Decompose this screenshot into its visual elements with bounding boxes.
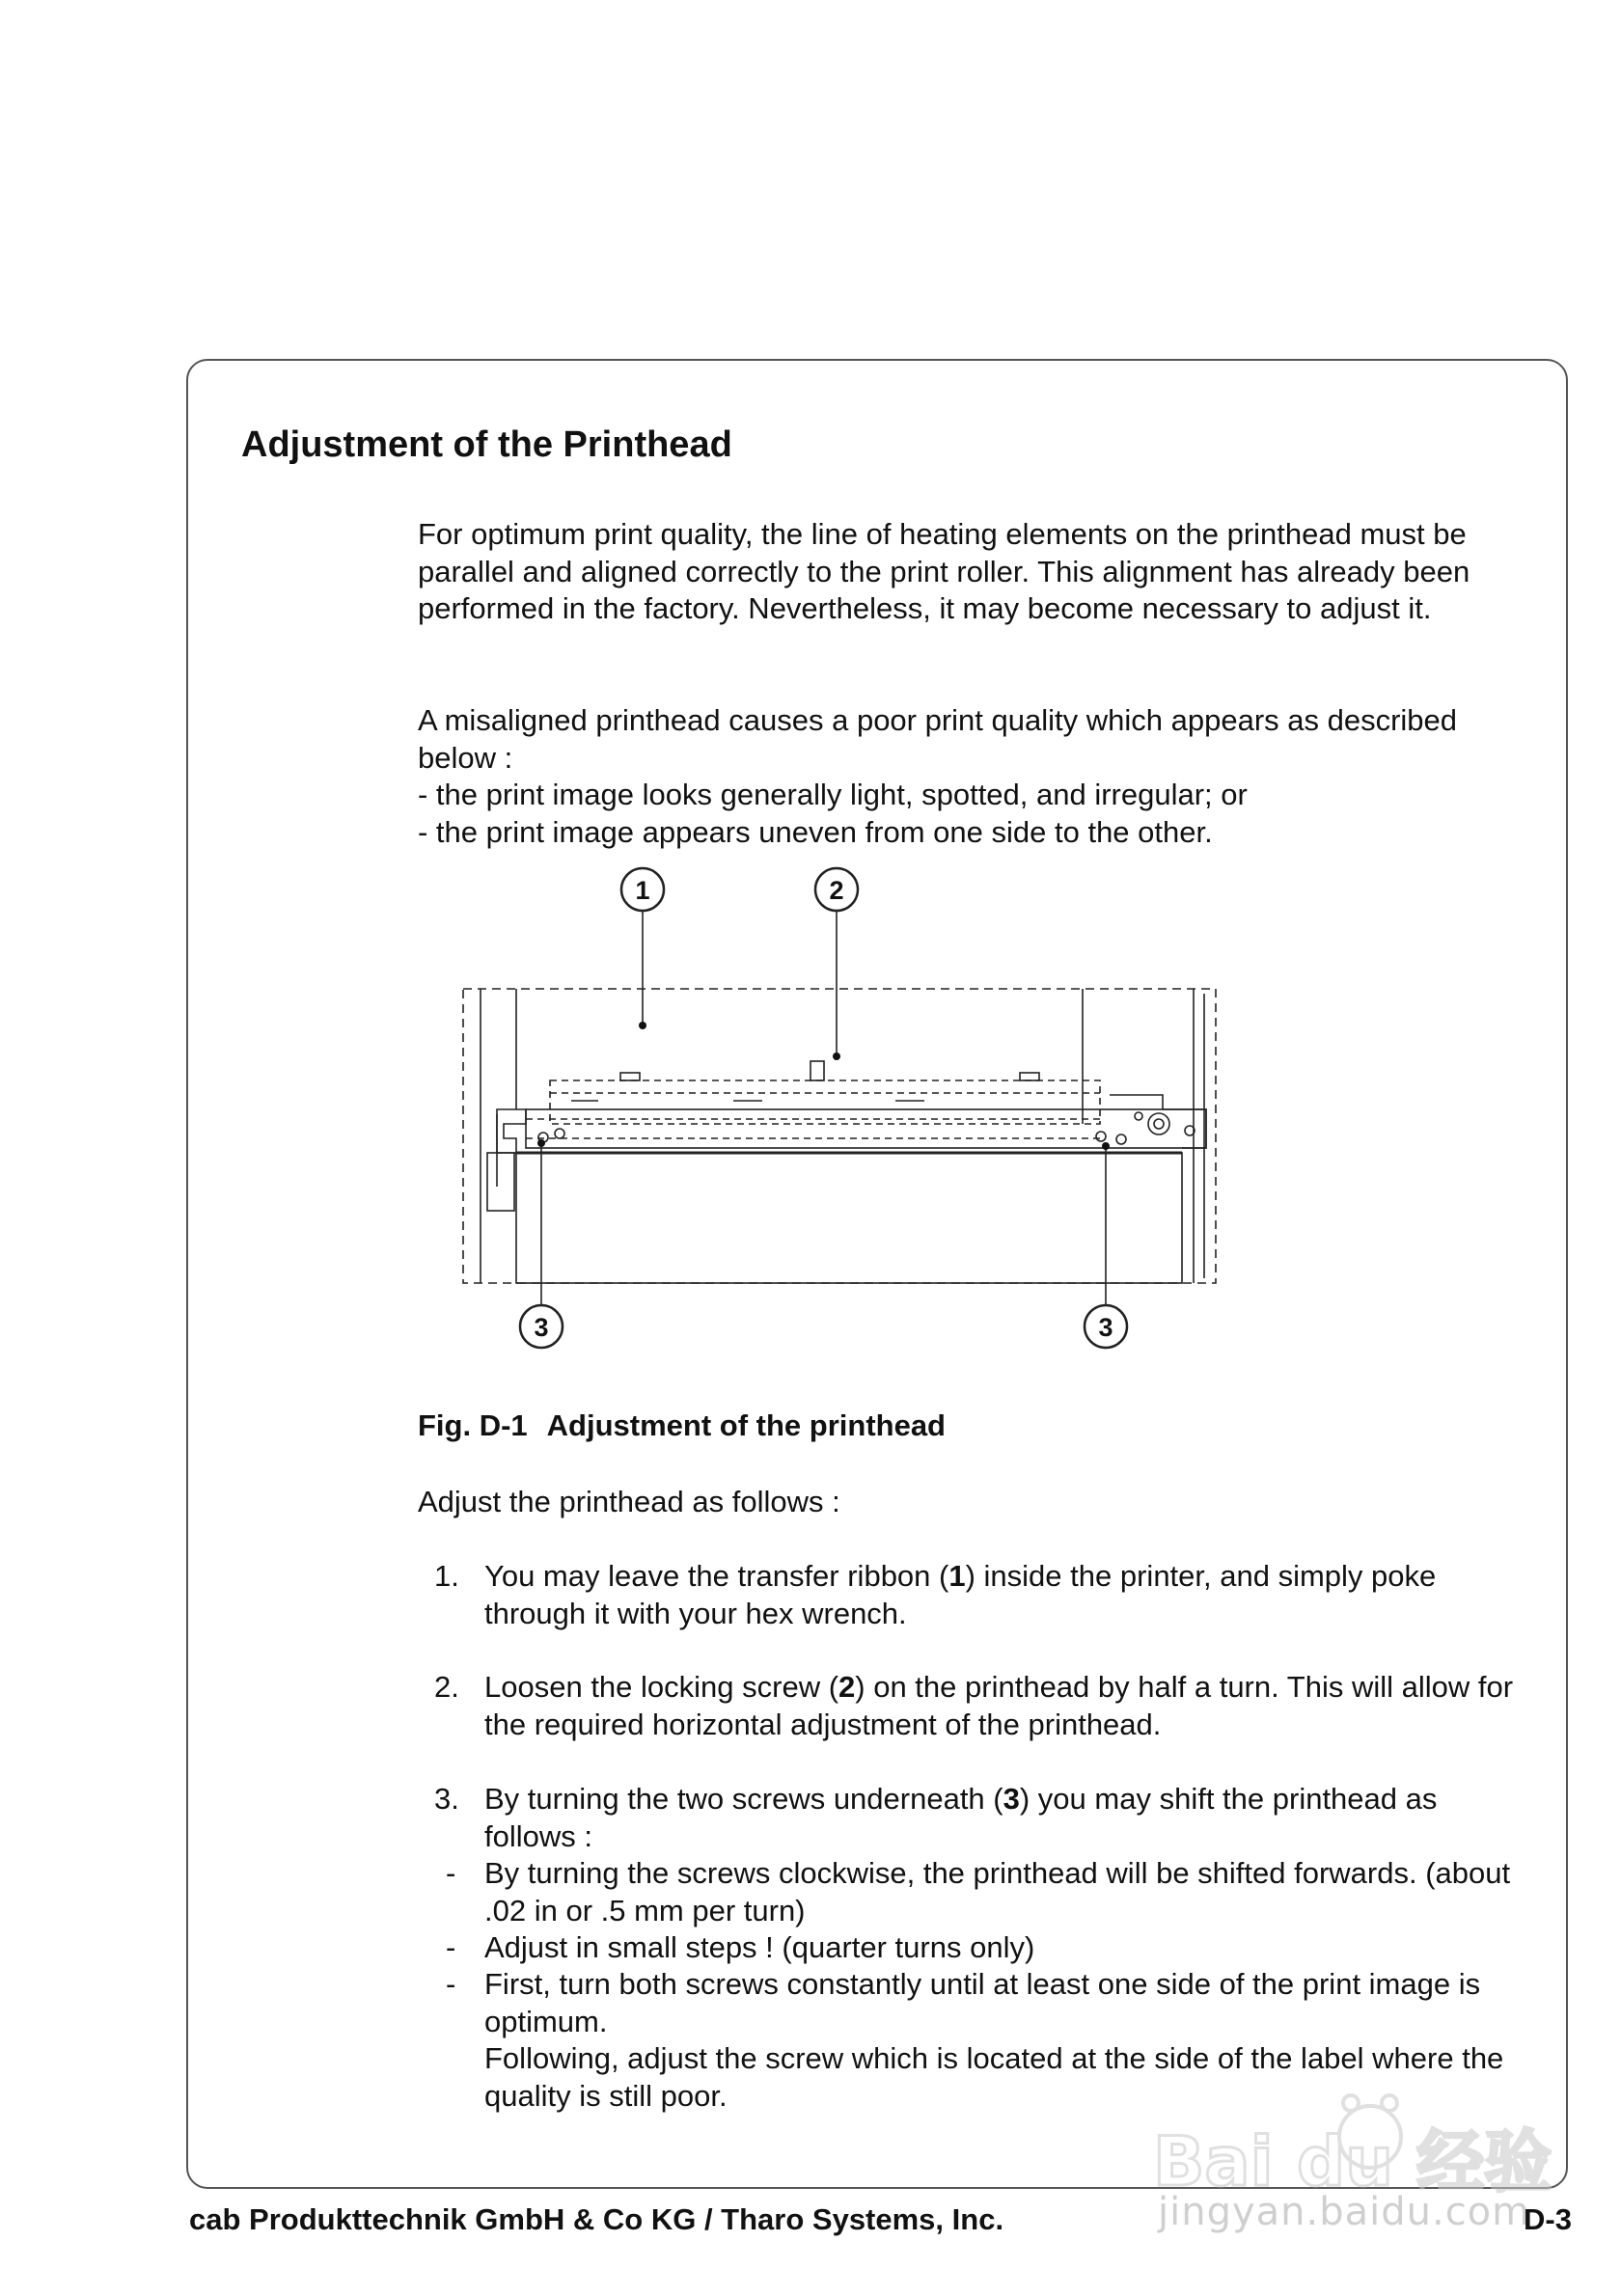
footer-company: cab Produkttechnik GmbH & Co KG / Tharo Systems, Inc.: [189, 2202, 1004, 2236]
procedure-lead: Adjust the printhead as follows :: [418, 1485, 840, 1518]
step-3-text: By turning the two screws underneath (3) you may shift the printhead as follows :: [484, 1782, 1438, 1853]
step-3: [434, 1781, 1525, 1855]
symptom-lead: A misaligned printhead causes a poor print quality which appears as described below :: [418, 703, 1458, 775]
substep-3-text: First, turn both screws constantly until at least one side of the print image is optimum. Following, adjust the screw which is located at the side of the label where the quality is still poor.: [484, 1967, 1504, 2113]
callout-3-left-label: 3: [534, 1313, 549, 1342]
step-1-number: 1.: [434, 1559, 459, 1593]
printhead-figure: [444, 863, 1254, 1384]
figure-dashed-boundary: [463, 989, 1216, 1283]
printhead-body: [550, 1080, 1100, 1124]
page-number: D-3: [1524, 2202, 1572, 2236]
substep-3: - First, turn both screws constantly until at least one side of the print image is optimum. Following, adjust the screw which is located at the side of the label where the quality is still poor.: [446, 1966, 1526, 2115]
substep-2: - Adjust in small steps ! (quarter turns only): [446, 1929, 1526, 1967]
step-3-number: 3.: [434, 1782, 459, 1816]
step-1-text: You may leave the transfer ribbon (1) inside the printer, and simply poke through it with your hex wrench.: [484, 1559, 1437, 1630]
substep-1: - By turning the screws clockwise, the printhead will be shifted forwards. (about .02 in or .5 mm per turn): [446, 1855, 1526, 1929]
substep-1-text: By turning the screws clockwise, the printhead will be shifted forwards. (about .02 in or .5 mm per turn): [484, 1856, 1511, 1927]
figure-caption-text: Adjustment of the printhead: [546, 1408, 946, 1442]
step-2-text: Loosen the locking screw (2) on the printhead by half a turn. This will allow for the required horizontal adjustment of the printhead.: [484, 1670, 1514, 1741]
figure-caption-id: Fig. D-1: [418, 1408, 528, 1442]
callout-3-right-label: 3: [1098, 1313, 1113, 1342]
watermark-url: jingyan.baidu.com: [1158, 2190, 1531, 2234]
symptom-item-1: - the print image looks generally light, spotted, and irregular; or: [418, 778, 1248, 811]
step-3-ref: 3: [1003, 1782, 1020, 1816]
watermark-logo-text: Bai du 经验: [1153, 2122, 1552, 2201]
adjust-gear-icon: [1148, 1113, 1169, 1134]
step-1-ref: 1: [948, 1559, 966, 1593]
step-2-number: 2.: [434, 1670, 459, 1704]
print-roller: [516, 1153, 1182, 1283]
intro-paragraph: For optimum print quality, the line of heating elements on the printhead must be parallel and aligned correctly to the print roller. This alignment has already been performed in the factory. Nevertheless, it may become necessary to adjust it.: [418, 517, 1470, 625]
page-title: Adjustment of the Printhead: [241, 424, 732, 465]
figure-caption: [418, 1408, 946, 1443]
callout-1-label: 1: [635, 876, 650, 905]
callout-2-label: 2: [829, 876, 844, 905]
step-2: [434, 1669, 1525, 1743]
symptom-block: [418, 702, 1523, 851]
screw-right-icon: [1096, 1132, 1106, 1141]
step-1: [434, 1558, 1525, 1632]
printhead-plate: [526, 1109, 1206, 1148]
step-2-ref: 2: [838, 1670, 856, 1704]
symptom-item-2: - the print image appears uneven from one side to the other.: [418, 814, 1213, 849]
substep-2-text: Adjust in small steps ! (quarter turns only): [484, 1930, 1035, 1964]
